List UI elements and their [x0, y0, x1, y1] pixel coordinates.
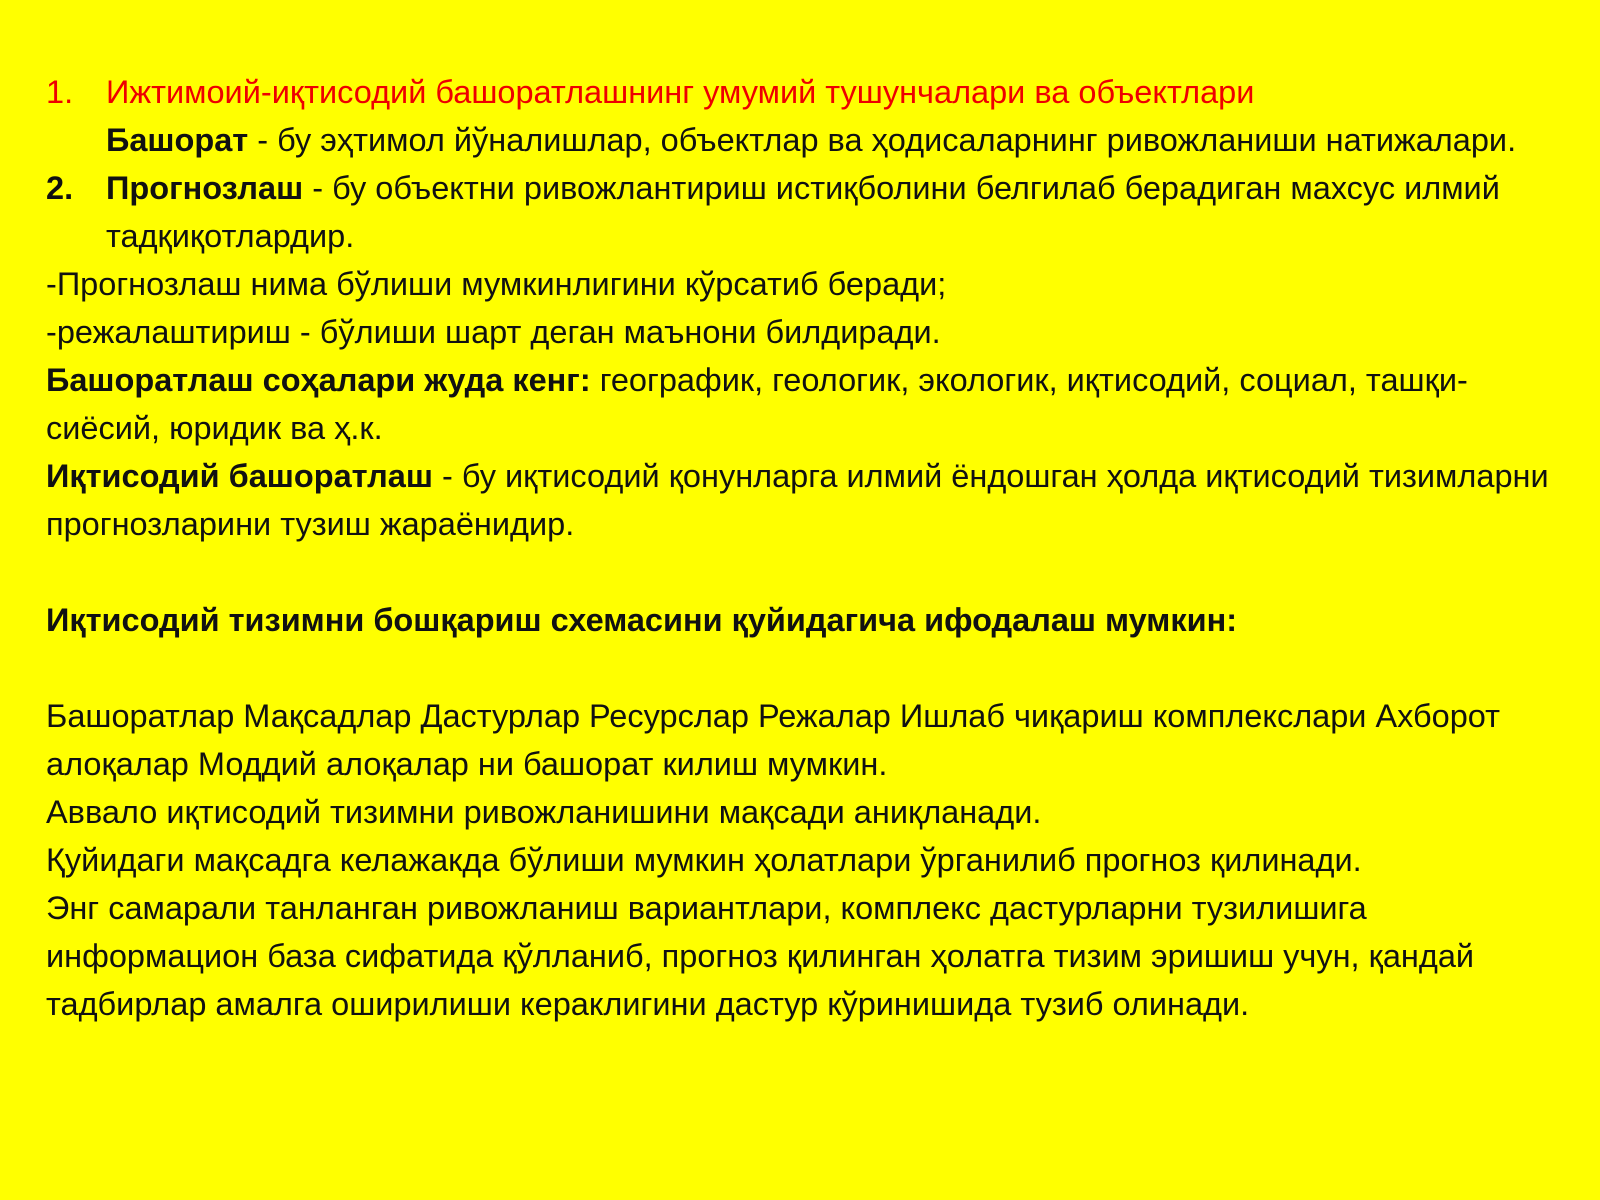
- economic-paragraph: [46, 452, 1560, 548]
- areas-paragraph: [46, 356, 1560, 452]
- paragraph: Энг самарали танланган ривожланиш вариантлари, комплекс дастурларни тузилишига информацион база сифатида қўлланиб, прогноз қилинган ҳолатга тизим эришиш учун, қандай тадбирлар амалга оширилиши кераклигини дастур кўринишида тузиб олинади.: [46, 890, 1475, 1022]
- scheme-heading: Иқтисодий тизимни бошқариш схемасини қуйидагича ифодалаш мумкин:: [46, 602, 1238, 638]
- paragraph: Аввало иқтисодий тизимни ривожланишини мақсади аниқланади.: [46, 794, 1042, 830]
- spacer: [46, 548, 1560, 596]
- term-label: Башоратлаш соҳалари жуда кенг:: [46, 362, 591, 398]
- definition-bashorat: [106, 116, 1560, 164]
- list-item-body: [106, 164, 1560, 260]
- definition-text: - бу эҳтимол йўналишлар, объектлар ва ҳодисаларнинг ривожланиши натижалари.: [248, 122, 1517, 158]
- planning-note: -режалаштириш - бўлиши шарт деган маънони билдиради.: [46, 314, 941, 350]
- economic-text: - бу иқтисодий қонунларга илмий ёндошган ҳолда иқтисодий тизимларни прогнозларини тузиш жараёнидир.: [46, 458, 1549, 542]
- list-item-body: [106, 68, 1560, 164]
- term-label: Башорат: [106, 122, 249, 158]
- areas-text: географик, геологик, экологик, иқтисодий, социал, ташқи-сиёсий, юридик ва ҳ.к.: [46, 362, 1468, 446]
- term-label: Прогнозлаш: [106, 170, 304, 206]
- list-number: 1.: [46, 74, 74, 110]
- list-item-2: [46, 164, 1560, 260]
- section-title: Ижтимоий-иқтисодий башоратлашнинг умумий тушунчалари ва объектлари: [106, 74, 1255, 110]
- list-item-1: [46, 68, 1560, 164]
- list-number: 2.: [46, 170, 74, 206]
- term-label: Иқтисодий башоратлаш: [46, 458, 433, 494]
- spacer: [46, 644, 1560, 692]
- paragraph: Башоратлар Мақсадлар Дастурлар Ресурслар Режалар Ишлаб чиқариш комплекслари Ахборот алоқалар Моддий алоқалар ни башорат килиш мумкин.: [46, 698, 1501, 782]
- forecast-note: -Прогнозлаш нима бўлиши мумкинлигини кўрсатиб беради;: [46, 266, 947, 302]
- paragraph: Қуйидаги мақсадга келажакда бўлиши мумкин ҳолатлари ўрганилиб прогноз қилинади.: [46, 842, 1362, 878]
- definition-text: - бу объектни ривожлантириш истиқболини белгилаб берадиган махсус илмий тадқиқотлардир.: [106, 170, 1500, 254]
